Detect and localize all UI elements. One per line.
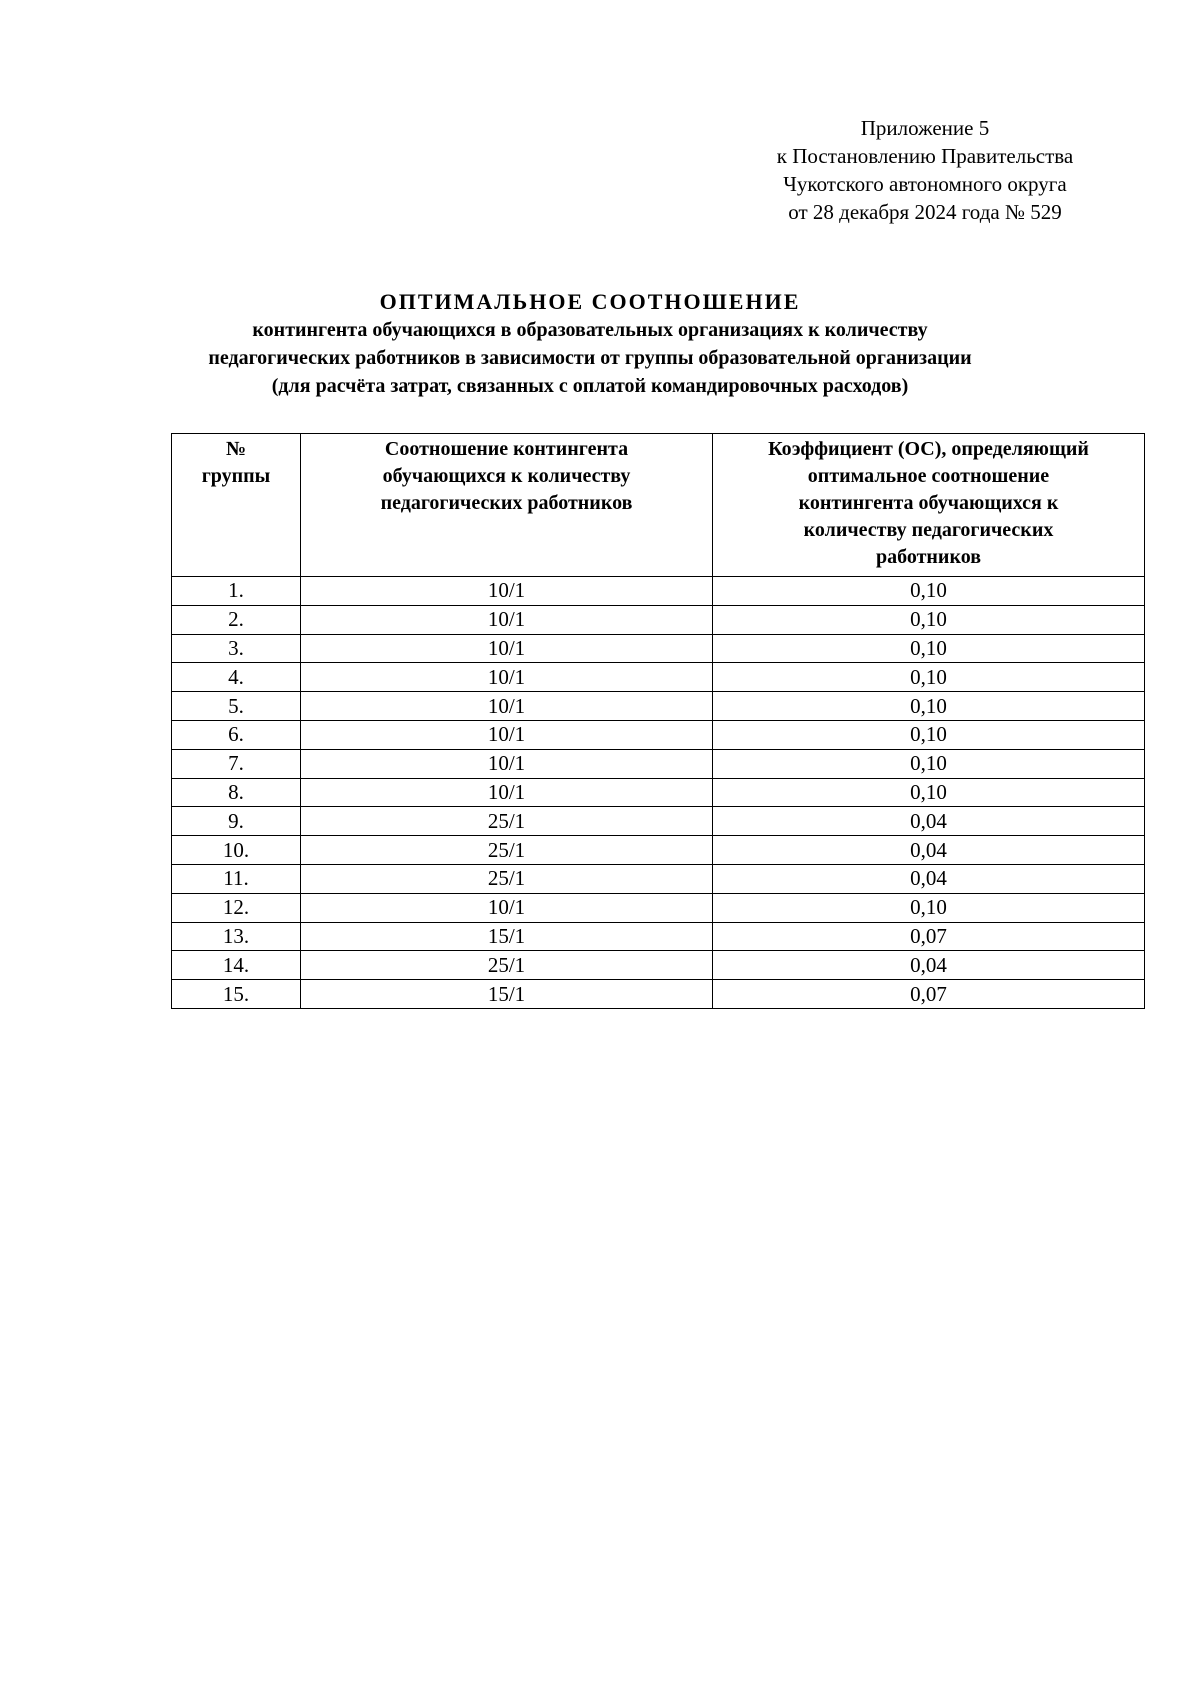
cell-coefficient: 0,04 <box>713 951 1145 980</box>
appendix-resolution: к Постановлению Правительства <box>776 144 1074 168</box>
cell-coefficient: 0,10 <box>713 749 1145 778</box>
table-row <box>172 577 1145 606</box>
cell-coefficient: 0,04 <box>713 807 1145 836</box>
cell-coefficient: 0,10 <box>713 692 1145 721</box>
header-group-number: № группы <box>172 434 301 577</box>
cell-coefficient: 0,07 <box>713 922 1145 951</box>
cell-coefficient: 0,10 <box>713 720 1145 749</box>
table-row <box>172 749 1145 778</box>
cell-group: 12. <box>172 893 301 922</box>
cell-group: 9. <box>172 807 301 836</box>
cell-group: 1. <box>172 577 301 606</box>
cell-coefficient: 0,10 <box>713 663 1145 692</box>
cell-group: 13. <box>172 922 301 951</box>
cell-ratio: 10/1 <box>301 663 713 692</box>
cell-group: 7. <box>172 749 301 778</box>
cell-ratio: 10/1 <box>301 749 713 778</box>
title-subtitle-line-2: педагогических работников в зависимости от группы образовательной организации <box>208 347 972 369</box>
title-main: ОПТИМАЛЬНОЕ СООТНОШЕНИЕ <box>379 289 801 314</box>
appendix-date: от 28 декабря 2024 года № 529 <box>788 200 1062 224</box>
table-row <box>172 951 1145 980</box>
cell-ratio: 15/1 <box>301 922 713 951</box>
cell-group: 15. <box>172 980 301 1009</box>
header-ratio: Соотношение контингента обучающихся к количеству педагогических работников <box>301 434 713 577</box>
cell-group: 5. <box>172 692 301 721</box>
cell-coefficient: 0,10 <box>713 577 1145 606</box>
cell-group: 10. <box>172 836 301 865</box>
table-row <box>172 634 1145 663</box>
ratio-table <box>171 433 1145 1009</box>
table-row <box>172 605 1145 634</box>
table-row <box>172 720 1145 749</box>
cell-coefficient: 0,04 <box>713 836 1145 865</box>
table-row <box>172 864 1145 893</box>
cell-group: 14. <box>172 951 301 980</box>
table-row <box>172 980 1145 1009</box>
table-header-row <box>172 434 1145 577</box>
cell-ratio: 10/1 <box>301 605 713 634</box>
cell-ratio: 10/1 <box>301 692 713 721</box>
cell-group: 3. <box>172 634 301 663</box>
cell-ratio: 25/1 <box>301 951 713 980</box>
table-row <box>172 893 1145 922</box>
appendix-note <box>740 114 1110 226</box>
cell-ratio: 10/1 <box>301 893 713 922</box>
cell-ratio: 25/1 <box>301 807 713 836</box>
cell-coefficient: 0,10 <box>713 893 1145 922</box>
appendix-number: Приложение 5 <box>860 116 990 140</box>
cell-ratio: 10/1 <box>301 577 713 606</box>
cell-coefficient: 0,04 <box>713 864 1145 893</box>
cell-ratio: 25/1 <box>301 864 713 893</box>
header-coefficient: Коэффициент (ОС), определяющий оптимальное соотношение контингента обучающихся к количеству педагогических работников <box>713 434 1145 577</box>
document-title <box>150 288 1030 400</box>
cell-ratio: 10/1 <box>301 778 713 807</box>
table-row <box>172 778 1145 807</box>
cell-group: 11. <box>172 864 301 893</box>
cell-coefficient: 0,10 <box>713 778 1145 807</box>
table-row <box>172 922 1145 951</box>
cell-group: 8. <box>172 778 301 807</box>
cell-coefficient: 0,10 <box>713 634 1145 663</box>
title-subtitle-line-1: контингента обучающихся в образовательных организациях к количеству <box>252 319 928 341</box>
table-row <box>172 692 1145 721</box>
cell-ratio: 10/1 <box>301 720 713 749</box>
cell-coefficient: 0,07 <box>713 980 1145 1009</box>
table-row <box>172 836 1145 865</box>
cell-ratio: 10/1 <box>301 634 713 663</box>
table-row <box>172 663 1145 692</box>
appendix-region: Чукотского автономного округа <box>783 172 1067 196</box>
cell-ratio: 25/1 <box>301 836 713 865</box>
cell-group: 6. <box>172 720 301 749</box>
table-row <box>172 807 1145 836</box>
title-subtitle-line-3: (для расчёта затрат, связанных с оплатой командировочных расходов) <box>271 375 909 397</box>
cell-coefficient: 0,10 <box>713 605 1145 634</box>
cell-group: 2. <box>172 605 301 634</box>
cell-ratio: 15/1 <box>301 980 713 1009</box>
cell-group: 4. <box>172 663 301 692</box>
